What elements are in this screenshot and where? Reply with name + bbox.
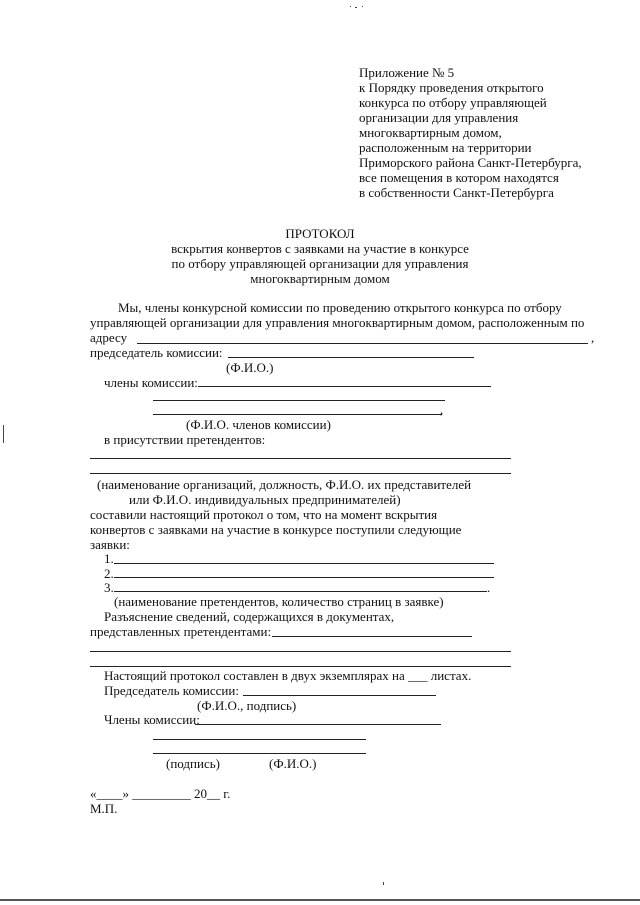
protocol-subtitle-line: многоквартирным домом bbox=[250, 271, 390, 286]
clarify-blank-line bbox=[90, 651, 511, 652]
chair-sign-label: Председатель комиссии: bbox=[104, 683, 239, 698]
members-sign-blank-line bbox=[195, 724, 441, 725]
bid-blank-line bbox=[114, 591, 487, 592]
intro-line: Мы, члены конкурсной комиссии по проведению открытого конкурса по отбору bbox=[118, 300, 562, 315]
presence-label: в присутствии претендентов: bbox=[104, 432, 266, 447]
date-line: «____» _________ 20__ г. bbox=[90, 786, 231, 801]
members-sign-blank-line bbox=[153, 753, 366, 754]
protocol-subtitle-line: вскрытия конвертов с заявками на участие в конкурсе bbox=[171, 241, 469, 256]
bid-blank-line bbox=[114, 563, 494, 564]
address-comma: , bbox=[591, 330, 595, 345]
bid-number: 3. bbox=[104, 580, 114, 595]
appendix-line: Приморского района Санкт-Петербурга, bbox=[359, 155, 582, 170]
chairman-fio-hint: (Ф.И.О.) bbox=[226, 360, 274, 375]
address-label: адресу bbox=[90, 330, 128, 345]
presence-blank-line bbox=[90, 458, 511, 459]
sign-hint: (подпись) bbox=[166, 756, 220, 771]
bid-number: 2. bbox=[104, 566, 114, 581]
compiled-line: конвертов с заявками на участие в конкурсе поступили следующие bbox=[90, 522, 462, 537]
scan-speck bbox=[3, 425, 4, 443]
stamp-label: М.П. bbox=[90, 801, 118, 816]
members-fio-hint: (Ф.И.О. членов комиссии) bbox=[186, 417, 331, 432]
appendix-line: все помещения в котором находятся bbox=[359, 170, 559, 185]
sign-fio-hint: (Ф.И.О.) bbox=[269, 756, 317, 771]
members-label: члены комиссии: bbox=[104, 375, 198, 390]
address-blank-line bbox=[137, 343, 588, 344]
bid-number: 1. bbox=[104, 551, 114, 566]
chair-sign-hint: (Ф.И.О., подпись) bbox=[197, 698, 297, 713]
members-sign-label: Члены комиссии: bbox=[104, 712, 200, 727]
appendix-line: организации для управления bbox=[359, 110, 519, 125]
members-blank-line bbox=[198, 386, 491, 387]
org-hint-line: или Ф.И.О. индивидуальных предпринимателей) bbox=[129, 492, 401, 507]
appendix-line: расположенным на территории bbox=[359, 140, 532, 155]
clarify-blank-line bbox=[272, 636, 472, 637]
protocol-title: ПРОТОКОЛ bbox=[285, 226, 355, 241]
org-hint-line: (наименование организаций, должность, Ф.И.О. их представителей bbox=[97, 477, 472, 492]
scan-bottom-edge bbox=[0, 899, 640, 901]
bids-hint: (наименование претендентов, количество страниц в заявке) bbox=[114, 594, 444, 609]
members-blank-line bbox=[153, 414, 442, 415]
clarify-line: Разъяснение сведений, содержащихся в документах, bbox=[104, 609, 395, 624]
appendix-line: в собственности Санкт-Петербурга bbox=[359, 185, 554, 200]
members-blank-line bbox=[153, 400, 445, 401]
chair-sign-blank-line bbox=[243, 695, 436, 696]
appendix-title: Приложение № 5 bbox=[359, 65, 455, 80]
members-sign-blank-line bbox=[153, 739, 366, 740]
appendix-line: к Порядку проведения открытого bbox=[359, 80, 544, 95]
clarify-line: представленных претендентами: bbox=[90, 624, 272, 639]
scan-speck bbox=[362, 6, 363, 7]
clarify-blank-line bbox=[90, 666, 511, 667]
members-comma: , bbox=[440, 402, 444, 417]
scan-speck bbox=[355, 7, 357, 8]
copies-text: Настоящий протокол составлен в двух экземплярах на ___ листах. bbox=[104, 668, 472, 683]
presence-blank-line bbox=[90, 473, 511, 474]
bid-blank-line bbox=[114, 577, 494, 578]
compiled-line: заявки: bbox=[90, 537, 130, 552]
chairman-label: председатель комиссии: bbox=[90, 345, 223, 360]
scan-speck bbox=[350, 6, 351, 7]
intro-line: управляющей организации для управления многоквартирным домом, расположенным по bbox=[90, 315, 585, 330]
appendix-line: многоквартирным домом, bbox=[359, 125, 502, 140]
scan-speck bbox=[383, 882, 384, 885]
chairman-blank-line bbox=[228, 357, 474, 358]
compiled-line: составили настоящий протокол о том, что на момент вскрытия bbox=[90, 507, 438, 522]
appendix-line: конкурса по отбору управляющей bbox=[359, 95, 547, 110]
bids-period: . bbox=[487, 580, 491, 595]
protocol-subtitle-line: по отбору управляющей организации для управления bbox=[171, 256, 469, 271]
